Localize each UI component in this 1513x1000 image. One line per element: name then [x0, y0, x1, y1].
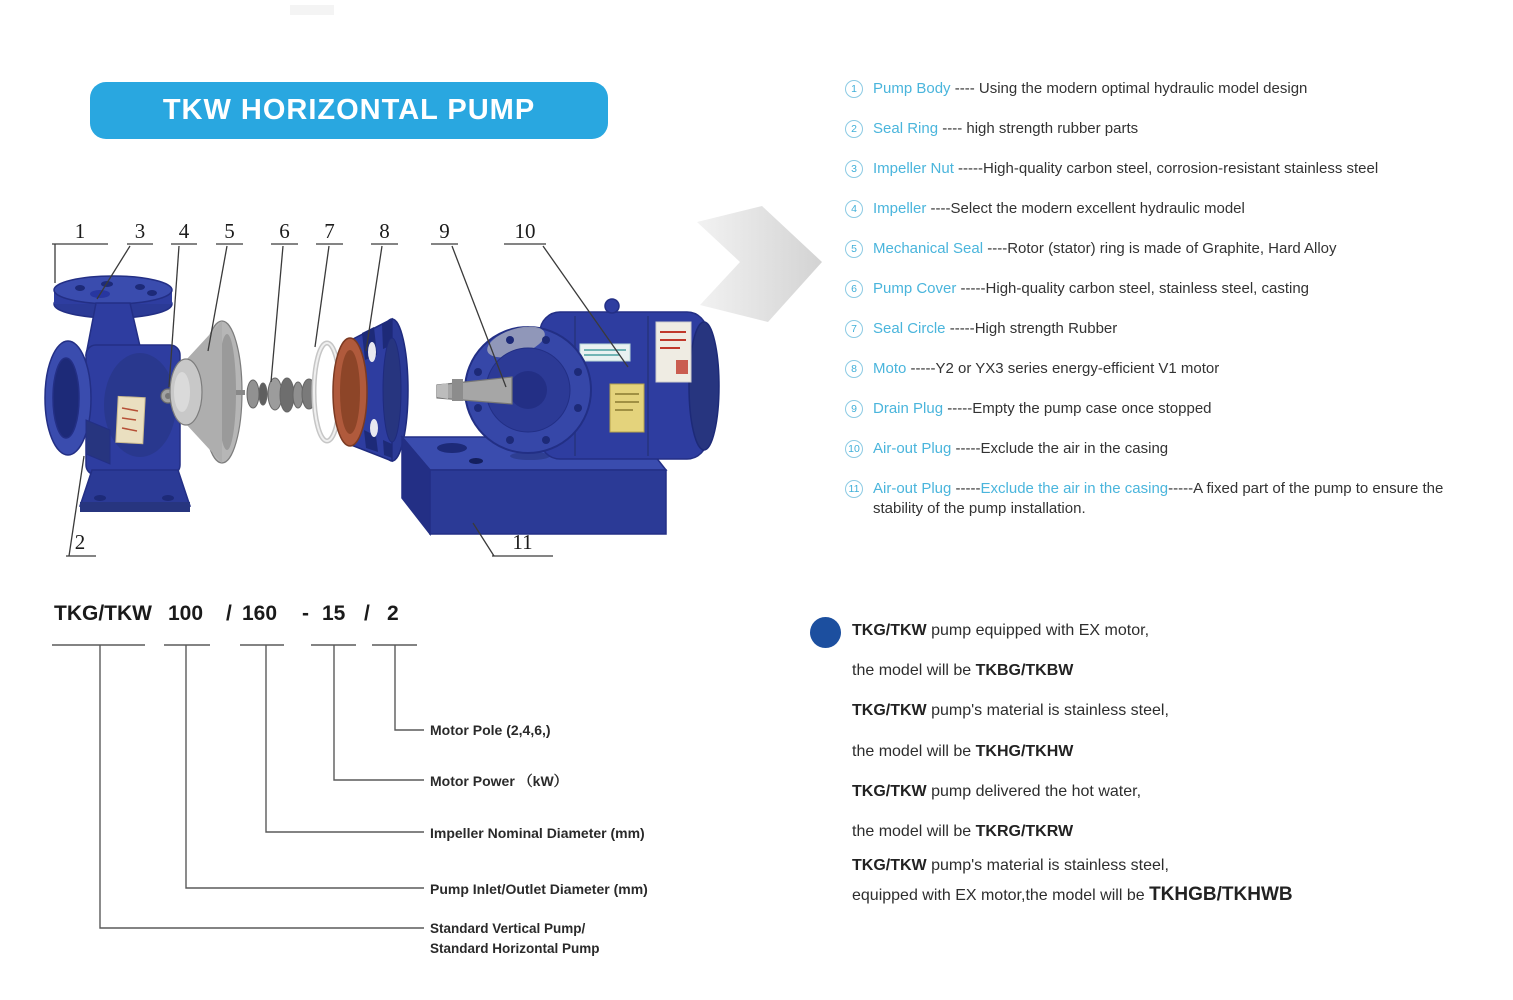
separator-dashes: ----	[926, 200, 951, 217]
note-text: pump's material is stainless steel,	[926, 702, 1169, 719]
list-item	[845, 239, 1500, 279]
separator-dashes: ----	[938, 120, 967, 137]
note-text: the model will be	[852, 662, 976, 679]
part-number-badge: 7	[845, 320, 863, 338]
part-name: Drain Plug	[873, 400, 944, 417]
part-description: Rotor (stator) ring is made of Graphite, Hard Alloy	[1007, 240, 1337, 257]
part-number-badge: 1	[845, 80, 863, 98]
model-code-bracket-lines	[52, 645, 424, 928]
model-code-bold: TKBG/TKBW	[975, 662, 1074, 679]
part-text	[873, 279, 1309, 299]
part-text	[873, 199, 1245, 219]
model-code-bold: TKG/TKW	[852, 702, 927, 719]
note-line	[852, 823, 1073, 841]
part-text	[873, 479, 1473, 519]
callout-number-1: 1	[74, 219, 86, 243]
part-text	[873, 79, 1307, 99]
motor-art	[437, 299, 719, 459]
model-code-bold: TKRG/TKRW	[975, 823, 1074, 840]
arrow-right-icon	[697, 206, 822, 322]
model-code-pole: 2	[387, 602, 399, 625]
note-line	[852, 783, 1141, 801]
callout-number-7: 7	[324, 219, 335, 243]
model-code-power: 15	[322, 602, 346, 625]
label-standard-line2: Standard Horizontal Pump	[430, 941, 600, 956]
page-title: TKW HORIZONTAL PUMP	[162, 94, 536, 126]
note-text: the model will be	[852, 743, 976, 760]
callout-number-3: 3	[134, 219, 146, 243]
part-name: Pump Cover	[873, 280, 957, 297]
label-motor-power: Motor Power （kW）	[430, 773, 568, 789]
note-line	[852, 702, 1169, 720]
separator-dashes: -----	[953, 160, 984, 177]
separator-dashes: -----	[951, 480, 981, 497]
motor-shaft-art	[437, 377, 512, 404]
model-code-bold: TKG/TKW	[852, 857, 927, 874]
callout-number-8: 8	[379, 219, 390, 243]
list-item	[845, 439, 1500, 479]
separator-dashes: -----	[951, 440, 981, 457]
part-number-badge: 5	[845, 240, 863, 258]
part-number-badge: 4	[845, 200, 863, 218]
callout-number-9: 9	[439, 219, 450, 243]
part-number-badge: 6	[845, 280, 863, 298]
note-text: pump delivered the hot water,	[926, 783, 1142, 800]
part-description: A fixed part of the pump to ensure the stability of the pump installation.	[873, 480, 1444, 517]
part-description: Exclude the air in the casing	[980, 440, 1169, 457]
part-description: Select the modern excellent hydraulic model	[950, 200, 1245, 217]
title-banner	[90, 82, 608, 139]
callout-number-5: 5	[224, 219, 235, 243]
part-description: Y2 or YX3 series energy-efficient V1 motor	[935, 360, 1220, 377]
part-description: Empty the pump case once stopped	[972, 400, 1212, 417]
part-text	[873, 239, 1337, 259]
note-line	[852, 857, 1169, 875]
part-description: high strength rubber parts	[966, 120, 1139, 137]
part-name: Air-out Plug	[873, 440, 952, 457]
note-line	[852, 662, 1073, 680]
label-impeller-diameter: Impeller Nominal Diameter (mm)	[430, 825, 645, 841]
list-item	[845, 79, 1500, 119]
note-line	[852, 884, 1293, 906]
part-description: Using the modern optimal hydraulic model design	[978, 80, 1308, 97]
note-text: equipped with EX motor,the model will be	[852, 887, 1150, 904]
model-code-slash2: /	[364, 602, 370, 625]
list-item	[845, 319, 1500, 359]
list-item	[845, 279, 1500, 319]
separator-dashes: -----	[943, 400, 973, 417]
part-description-blue: Exclude the air in the casing	[980, 480, 1169, 497]
callout-number-2: 2	[74, 530, 86, 554]
callout-number-11: 11	[512, 530, 533, 554]
model-code-bold: TKHG/TKHW	[975, 743, 1074, 760]
separator-dashes: -----	[956, 280, 986, 297]
part-name: Pump Body	[873, 80, 951, 97]
pump-cover-art	[333, 319, 408, 461]
model-code-slash: /	[226, 602, 232, 625]
list-item	[845, 199, 1500, 239]
label-standard-line1: Standard Vertical Pump/	[430, 921, 586, 936]
list-item	[845, 479, 1500, 519]
part-name: Seal Ring	[873, 120, 939, 137]
part-number-badge: 10	[845, 440, 863, 458]
list-item	[845, 359, 1500, 399]
separator-dashes: ----	[950, 80, 979, 97]
list-item	[845, 119, 1500, 159]
part-text	[873, 159, 1378, 179]
separator-dashes: ----	[983, 240, 1008, 257]
part-description: High-quality carbon steel, corrosion-resistant stainless steel	[983, 160, 1379, 177]
part-name: Moto	[873, 360, 907, 377]
part-number-badge: 8	[845, 360, 863, 378]
impeller-art	[170, 321, 242, 463]
part-text	[873, 439, 1168, 459]
part-name: Seal Circle	[873, 320, 946, 337]
label-inlet-outlet: Pump Inlet/Outlet Diameter (mm)	[430, 881, 648, 897]
separator-dashes: -----	[945, 320, 975, 337]
part-number-badge: 3	[845, 160, 863, 178]
note-text: pump equipped with EX motor,	[926, 622, 1150, 639]
part-text	[873, 119, 1138, 139]
part-text	[873, 319, 1117, 339]
scan-artifact	[290, 5, 334, 15]
callout-number-4: 4	[178, 219, 190, 243]
part-text	[873, 359, 1219, 379]
note-bullet-icon	[810, 617, 841, 648]
callout-number-6: 6	[279, 219, 290, 243]
part-name: Air-out Plug	[873, 480, 952, 497]
model-code-inlet: 100	[168, 602, 204, 625]
part-name: Mechanical Seal	[873, 240, 984, 257]
part-number-badge: 2	[845, 120, 863, 138]
part-number-badge: 11	[845, 480, 863, 498]
note-line	[852, 743, 1073, 761]
mechanical-seal-art	[236, 378, 316, 412]
part-text	[873, 399, 1212, 419]
list-item	[845, 159, 1500, 199]
part-number-badge: 9	[845, 400, 863, 418]
note-text: the model will be	[852, 823, 976, 840]
note-text: pump's material is stainless steel,	[926, 857, 1169, 874]
separator-dashes: -----	[906, 360, 936, 377]
part-description: High-quality carbon steel, stainless steel, casting	[985, 280, 1310, 297]
model-code-bold: TKG/TKW	[852, 622, 927, 639]
model-code-dash: -	[302, 602, 309, 625]
list-item	[845, 399, 1500, 439]
part-name: Impeller Nut	[873, 160, 954, 177]
model-code-bold: TKG/TKW	[852, 783, 927, 800]
part-name: Impeller	[873, 200, 927, 217]
separator-dashes: -----	[1168, 480, 1194, 497]
note-line	[852, 622, 1149, 640]
part-description: High strength Rubber	[974, 320, 1118, 337]
label-motor-pole: Motor Pole (2,4,6,)	[430, 722, 551, 738]
callout-number-10: 10	[514, 219, 536, 243]
parts-list	[845, 79, 1500, 519]
model-code-series: TKG/TKW	[54, 602, 152, 625]
model-code-impeller: 160	[242, 602, 278, 625]
label-standard-pump	[430, 919, 600, 959]
model-code-bold: TKHGB/TKHWB	[1149, 884, 1293, 905]
